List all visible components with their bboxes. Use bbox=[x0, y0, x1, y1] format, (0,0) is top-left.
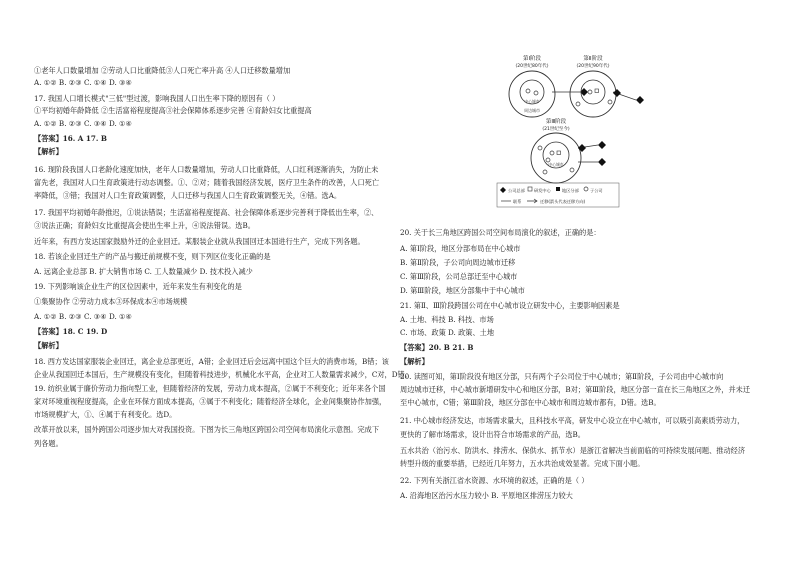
left-text-line: A. 远离企业总部 B. 扩大销售市场 C. 工人数量减少 D. 技术投入减少 bbox=[34, 267, 253, 276]
stage2-diagram bbox=[570, 54, 644, 117]
left-text-line: ①平均初婚年龄降低 ②生活富裕程度提高③社会保障体系逐步完善 ④育龄妇女比重提高 bbox=[34, 106, 312, 115]
stage1-years: (20世纪80年代) bbox=[515, 64, 549, 69]
left-text-line: 17. 我国人口增长模式"三低"型过渡，影响我国人口出生率下降的原因有（ ） bbox=[34, 94, 280, 103]
stage1-hq-icon bbox=[580, 88, 588, 96]
legend-sub-label: 子公司 bbox=[590, 188, 603, 193]
legend-hq-icon bbox=[500, 187, 506, 193]
stage1-title: 第Ⅰ阶段 bbox=[522, 56, 542, 62]
right-text-line: B. 第Ⅱ阶段，子公司向周边城市迁移 bbox=[400, 258, 516, 267]
right-text-line: 五水共治（治污水、防洪水、排涝水、保供水、抓节水）是浙江省解决当前面临的可持续发展问题、推动经济 bbox=[400, 446, 746, 455]
left-text-line: A. ①② B. ②③ C. ①④ D. ③④ bbox=[34, 78, 132, 87]
stage1-center-label: 中心城市 bbox=[524, 99, 540, 104]
left-text-line: 市场规模扩大，①、④属于有利变化。选D。 bbox=[34, 410, 177, 419]
left-text-line: 18. 西方发达国家服装企业回迁，离企业总部更近，A错；企业回迁后会远离中国这个巨大的消费市场，B错；该 bbox=[34, 357, 389, 366]
left-text-line: A. ①② B. ②③ C. ③④ D. ①④ bbox=[34, 119, 132, 128]
left-text-line: 19. 纺织业属于廉价劳动力指向型工业，但随着经济的发展，劳动力成本提高，②属于不利变化；近年来各个国 bbox=[34, 384, 386, 393]
stage2-years: (20世纪90年代) bbox=[576, 64, 610, 69]
right-text-line: 周边城市迁移，中心城市新增研发中心和地区分部，B对；第Ⅲ阶段，地区分部一直在长三角地区之外，并未迁 bbox=[400, 385, 751, 394]
right-text-line: A. 土地、科技 B. 科技、市场 bbox=[400, 315, 494, 324]
stage2-hq-icon bbox=[636, 96, 644, 104]
right-text-line: A. 沿海地区治污水压力较小 B. 平原地区排涝压力较大 bbox=[400, 491, 573, 500]
stage1-periphery-label: 周边城市 bbox=[524, 108, 540, 113]
left-text-line: 率降低，③错；我国对人口生育政策调整，人口迁移与我国人口生育政策调整无关，④错。选A。 bbox=[34, 191, 342, 200]
legend-migration-label: 迁移(箭头代表迁移方向) bbox=[540, 199, 586, 204]
right-text-line: 21. 第Ⅱ、Ⅲ阶段跨国公司在中心城市设立研发中心，主要影响因素是 bbox=[400, 301, 620, 310]
left-text-line: 企业从我国回迁本国后，生产规模没有变化，但随着科技进步，机械化水平高，企业对工人数量需求减少，C对，D错。 bbox=[34, 370, 412, 379]
left-text-line: 列各题。 bbox=[34, 439, 63, 448]
right-text-line: A. 第Ⅰ阶段，地区分部布局在中心城市 bbox=[400, 244, 521, 253]
right-text-line: C. 第Ⅲ阶段，公司总部迁至中心城市 bbox=[400, 272, 518, 281]
right-text-line: 至中心城市，C错；第Ⅲ阶段，地区分部在中心城市和周边城市都有，D错。选B。 bbox=[400, 398, 661, 407]
left-text-line: 家对环境重视程度提高，企业在环保方面成本提高，③属于不利变化；随着经济全球化，企业间集聚协作加强， bbox=[34, 397, 387, 406]
legend-branch-icon bbox=[556, 187, 560, 191]
legend-sub-icon bbox=[584, 187, 588, 191]
stage1-diagram bbox=[509, 54, 588, 117]
legend-line-label: 联系 bbox=[513, 199, 522, 204]
stage3-years: (21世纪至今) bbox=[542, 127, 570, 132]
left-text-line: 改革开放以来，国外跨国公司逐步加大对我国投资。下图为长三角地区跨国公司空间布局演化示意图。完成下 bbox=[34, 425, 380, 434]
right-text-line: 20. 关于长三角地区跨国公司空间布局演化的叙述，正确的是： bbox=[400, 228, 601, 237]
left-text-line: ①集聚协作 ②劳动力成本③环保成本④市场规模 bbox=[34, 297, 188, 306]
right-text-line: 21. 中心城市经济发达，市场需求量大，且科技水平高，研发中心设立在中心城市，可以吸引高素质劳动力， bbox=[400, 416, 745, 425]
left-text-line: ①老年人口数量增加 ②劳动人口比重降低③人口死亡率升高 ④人口迁移数量增加 bbox=[34, 66, 291, 75]
stage3-hq-icon-1 bbox=[598, 141, 606, 149]
right-text-line: D. 第Ⅲ阶段，地区分部集中于中心城市 bbox=[400, 286, 525, 295]
left-text-line: 【解析】 bbox=[34, 147, 63, 156]
left-text-line: 近年来，有西方发达国家鼓励外迁的企业回迁。某服装企业就从我国回迁本国进行生产，完成下列各题。 bbox=[34, 237, 365, 246]
left-text-line: 18. 若该企业回迁生产的产品与搬迁前规模不变，则下列区位变化正确的是 bbox=[34, 252, 271, 261]
stage3-hq-icon-2 bbox=[598, 158, 606, 166]
left-text-line: 【答案】18. C 19. D bbox=[34, 327, 108, 336]
diagram-legend bbox=[497, 183, 619, 207]
stage3-title: 第Ⅲ阶段 bbox=[545, 119, 567, 125]
legend-branch-label: 地区分部 bbox=[562, 188, 579, 193]
left-text-line: 19. 下列影响该企业生产的区位因素中，近年来发生有利变化的是 bbox=[34, 282, 242, 291]
legend-migration-icon bbox=[527, 199, 537, 203]
right-text-line: C. 市场、政策 D. 政策、土地 bbox=[400, 328, 495, 337]
stage2-title: 第Ⅱ阶段 bbox=[583, 56, 603, 62]
right-text-line: 【解析】 bbox=[400, 357, 429, 366]
left-text-line: 【解析】 bbox=[34, 341, 63, 350]
stage3-center-label: 中心城市 bbox=[548, 162, 564, 167]
left-text-line: ③说法正确；育龄妇女比重提高会使出生率上升，④说法错误。选B。 bbox=[34, 221, 255, 230]
legend-rd-label: 研发中心 bbox=[534, 188, 551, 193]
right-text-line: 转型升级的重要举措，已经近几年努力，五水共治成效显著。完成下面小题。 bbox=[400, 459, 645, 468]
left-text-line: 富先老，我国对人口生育政策进行动态调整。①、②对；随着我国经济发展，医疗卫生条件的改善，人口死亡 bbox=[34, 178, 380, 187]
legend-hq-label: 公司总部 bbox=[508, 188, 525, 193]
legend-rd-icon bbox=[528, 187, 532, 191]
right-text-line: 22. 下列有关浙江省水资源、水环境的叙述，正确的是（ ） bbox=[400, 476, 589, 485]
left-text-line: 16. 现阶段我国人口老龄化速度加快，老年人口数量增加，劳动人口比重降低，人口红利逐渐消失，为防止未 bbox=[34, 165, 379, 174]
stage3-diagram bbox=[531, 117, 606, 183]
right-text-line: 20. 读图可知，第Ⅰ阶段没有地区分部，只有两个子公司位于中心城市；第Ⅱ阶段，子公司由中心城市向 bbox=[400, 372, 724, 381]
left-text-line: 【答案】16. A 17. B bbox=[34, 134, 107, 143]
left-text-line: 17. 我国平均初婚年龄推迟，①说法错误；生活富裕程度提高、社会保障体系逐步完善利于降低出生率，②、 bbox=[34, 208, 379, 217]
right-text-line: 更快的了解市场需求，设计出符合市场需求的产品，选B。 bbox=[400, 430, 585, 439]
left-text-line: A. ①② B. ②③ C. ③④ D. ①④ bbox=[34, 312, 132, 321]
right-text-line: 【答案】20. B 21. B bbox=[400, 343, 474, 352]
